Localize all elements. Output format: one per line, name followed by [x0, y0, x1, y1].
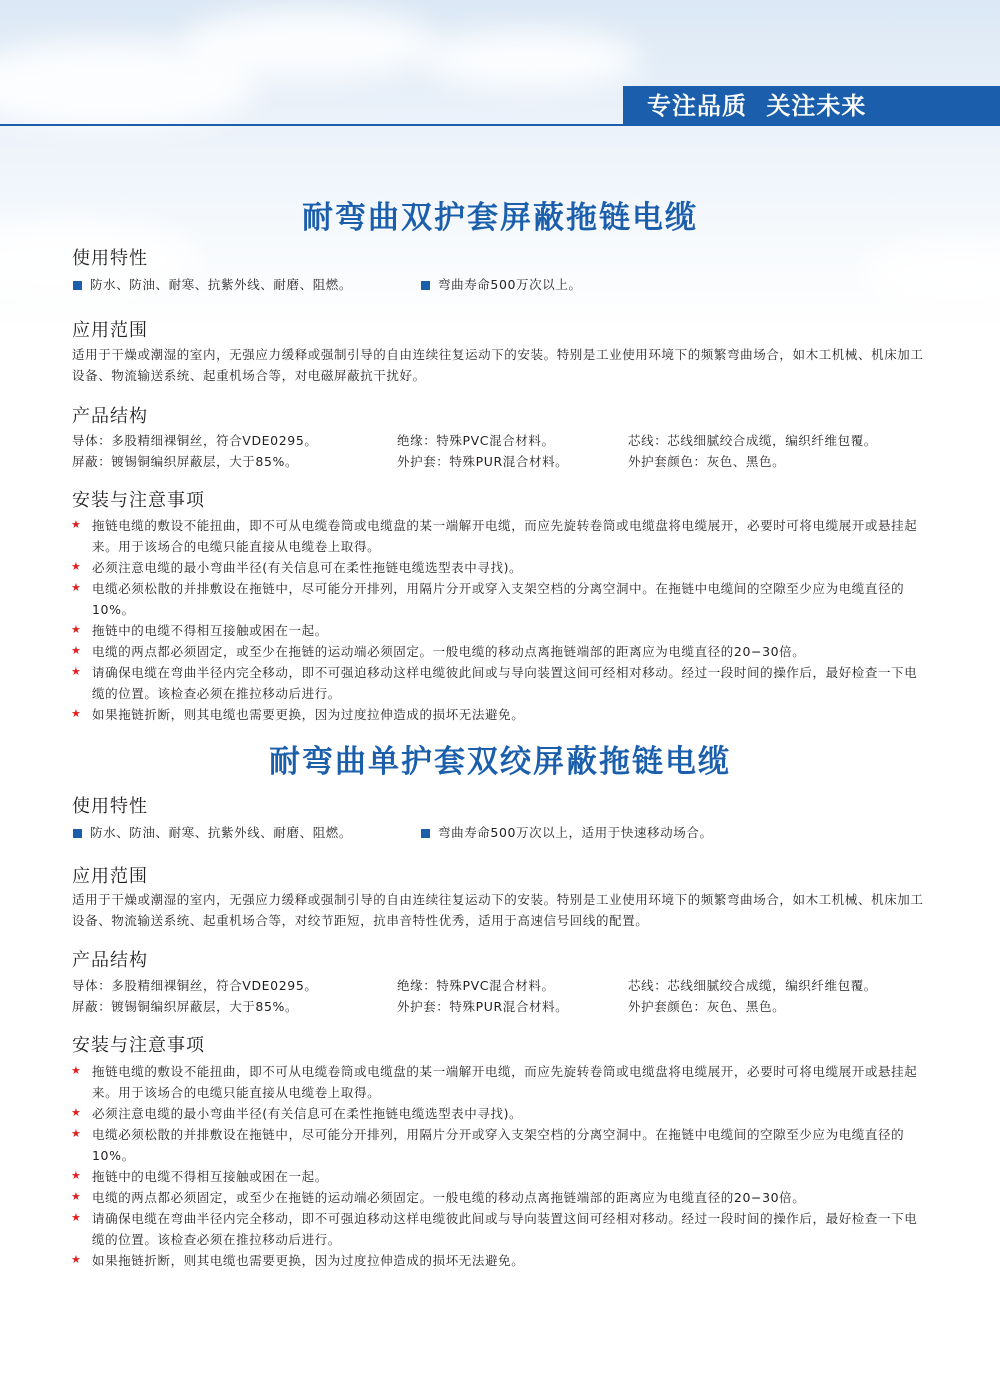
scope-text: 适用于干燥或潮湿的室内，无强应力缓释或强制引导的自由连续往复运动下的安装。特别是工业使用环境下的频繁弯曲场合，如木工机械、机床加工设备、物流输送系统、起重机场合等，对电磁屏蔽抗干扰好。: [72, 347, 924, 383]
note-item: 拖链中的电缆不得相互接触或困在一起。: [92, 623, 328, 638]
structure-cell: 外护套颜色：灰色、黑色。: [628, 999, 786, 1014]
star-bullet-icon: ★: [71, 560, 81, 573]
structure-cell: 导体：多股精细裸铜丝，符合VDE0295。: [72, 433, 318, 448]
star-bullet-icon: ★: [71, 1211, 81, 1224]
structure-heading: 产品结构: [72, 406, 148, 427]
structure-heading: 产品结构: [72, 950, 148, 971]
bullet-square-icon: [421, 829, 430, 838]
slogan-banner: 专注品质 关注未来: [623, 86, 1000, 126]
star-bullet-icon: ★: [71, 518, 81, 531]
structure-cell: 外护套颜色：灰色、黑色。: [628, 454, 786, 469]
feature-item: 防水、防油、耐寒、抗紫外线、耐磨、阻燃。: [90, 825, 353, 840]
star-bullet-icon: ★: [71, 1190, 81, 1203]
scope-heading: 应用范围: [72, 320, 148, 341]
star-bullet-icon: ★: [71, 1127, 81, 1140]
note-item: 如果拖链折断，则其电缆也需要更换，因为过度拉伸造成的损坏无法避免。: [92, 707, 525, 722]
star-bullet-icon: ★: [71, 1106, 81, 1119]
feature-item: 弯曲寿命500万次以上，适用于快速移动场合。: [438, 825, 713, 840]
star-bullet-icon: ★: [71, 707, 81, 720]
structure-cell: 外护套：特殊PUR混合材料。: [397, 454, 569, 469]
note-item: 电缆必须松散的并排敷设在拖链中，尽可能分开排列，用隔片分开或穿入支架空档的分离空洞中。在拖链中电缆间的空隙至少应为电缆直径的10%。: [92, 1127, 905, 1163]
structure-cell: 导体：多股精细裸铜丝，符合VDE0295。: [72, 978, 318, 993]
feature-item: 防水、防油、耐寒、抗紫外线、耐磨、阻燃。: [90, 277, 353, 292]
structure-cell: 屏蔽：镀锡铜编织屏蔽层，大于85%。: [72, 999, 299, 1014]
section-title: 耐弯曲双护套屏蔽拖链电缆: [302, 200, 698, 236]
structure-cell: 芯线：芯线细腻绞合成缆，编织纤维包覆。: [628, 433, 877, 448]
note-item: 请确保电缆在弯曲半径内完全移动，即不可强迫移动这样电缆彼此间或与导向装置这间可经相对移动。经过一段时间的操作后，最好检查一下电缆的位置。该检查必须在推拉移动后进行。: [92, 1211, 918, 1247]
note-item: 拖链中的电缆不得相互接触或困在一起。: [92, 1169, 328, 1184]
star-bullet-icon: ★: [71, 623, 81, 636]
note-item: 拖链电缆的敷设不能扭曲，即不可从电缆卷筒或电缆盘的某一端解开电缆，而应先旋转卷筒或电缆盘将电缆展开，必要时可将电缆展开或悬挂起来。用于该场合的电缆只能直接从电缆卷上取得。: [92, 518, 918, 554]
cloud-decoration: [860, 240, 1000, 310]
note-item: 必须注意电缆的最小弯曲半径(有关信息可在柔性拖链电缆选型表中寻找)。: [92, 1106, 523, 1121]
features-heading: 使用特性: [72, 248, 148, 269]
note-item: 拖链电缆的敷设不能扭曲，即不可从电缆卷筒或电缆盘的某一端解开电缆，而应先旋转卷筒或电缆盘将电缆展开，必要时可将电缆展开或悬挂起来。用于该场合的电缆只能直接从电缆卷上取得。: [92, 1064, 918, 1100]
note-item: 电缆的两点都必须固定，或至少在拖链的运动端必须固定。一般电缆的移动点离拖链端部的距离应为电缆直径的20−30倍。: [92, 644, 806, 659]
star-bullet-icon: ★: [71, 581, 81, 594]
structure-cell: 芯线：芯线细腻绞合成缆，编织纤维包覆。: [628, 978, 877, 993]
star-bullet-icon: ★: [71, 644, 81, 657]
structure-cell: 外护套：特殊PUR混合材料。: [397, 999, 569, 1014]
scope-text: 适用于干燥或潮湿的室内，无强应力缓释或强制引导的自由连续往复运动下的安装。特别是工业使用环境下的频繁弯曲场合，如木工机械、机床加工设备、物流输送系统、起重机场合等，对绞节距短，抗串音特性优秀，适用于高速信号回线的配置。: [72, 892, 924, 928]
cloud-decoration: [180, 10, 440, 80]
star-bullet-icon: ★: [71, 1253, 81, 1266]
bullet-square-icon: [73, 829, 82, 838]
note-item: 请确保电缆在弯曲半径内完全移动，即不可强迫移动这样电缆彼此间或与导向装置这间可经相对移动。经过一段时间的操作后，最好检查一下电缆的位置。该检查必须在推拉移动后进行。: [92, 665, 918, 701]
note-item: 电缆必须松散的并排敷设在拖链中，尽可能分开排列，用隔片分开或穿入支架空档的分离空洞中。在拖链中电缆间的空隙至少应为电缆直径的10%。: [92, 581, 905, 617]
section-title: 耐弯曲单护套双绞屏蔽拖链电缆: [269, 744, 731, 780]
bullet-square-icon: [421, 281, 430, 290]
star-bullet-icon: ★: [71, 1169, 81, 1182]
note-item: 电缆的两点都必须固定，或至少在拖链的运动端必须固定。一般电缆的移动点离拖链端部的距离应为电缆直径的20−30倍。: [92, 1190, 806, 1205]
notes-heading: 安装与注意事项: [72, 490, 205, 511]
scope-heading: 应用范围: [72, 866, 148, 887]
feature-item: 弯曲寿命500万次以上。: [438, 277, 582, 292]
structure-cell: 屏蔽：镀锡铜编织屏蔽层，大于85%。: [72, 454, 299, 469]
star-bullet-icon: ★: [71, 1064, 81, 1077]
star-bullet-icon: ★: [71, 665, 81, 678]
bullet-square-icon: [73, 281, 82, 290]
notes-heading: 安装与注意事项: [72, 1035, 205, 1056]
note-item: 如果拖链折断，则其电缆也需要更换，因为过度拉伸造成的损坏无法避免。: [92, 1253, 525, 1268]
cloud-decoration: [420, 30, 640, 90]
structure-cell: 绝缘：特殊PVC混合材料。: [397, 978, 555, 993]
note-item: 必须注意电缆的最小弯曲半径(有关信息可在柔性拖链电缆选型表中寻找)。: [92, 560, 523, 575]
features-heading: 使用特性: [72, 796, 148, 817]
structure-cell: 绝缘：特殊PVC混合材料。: [397, 433, 555, 448]
